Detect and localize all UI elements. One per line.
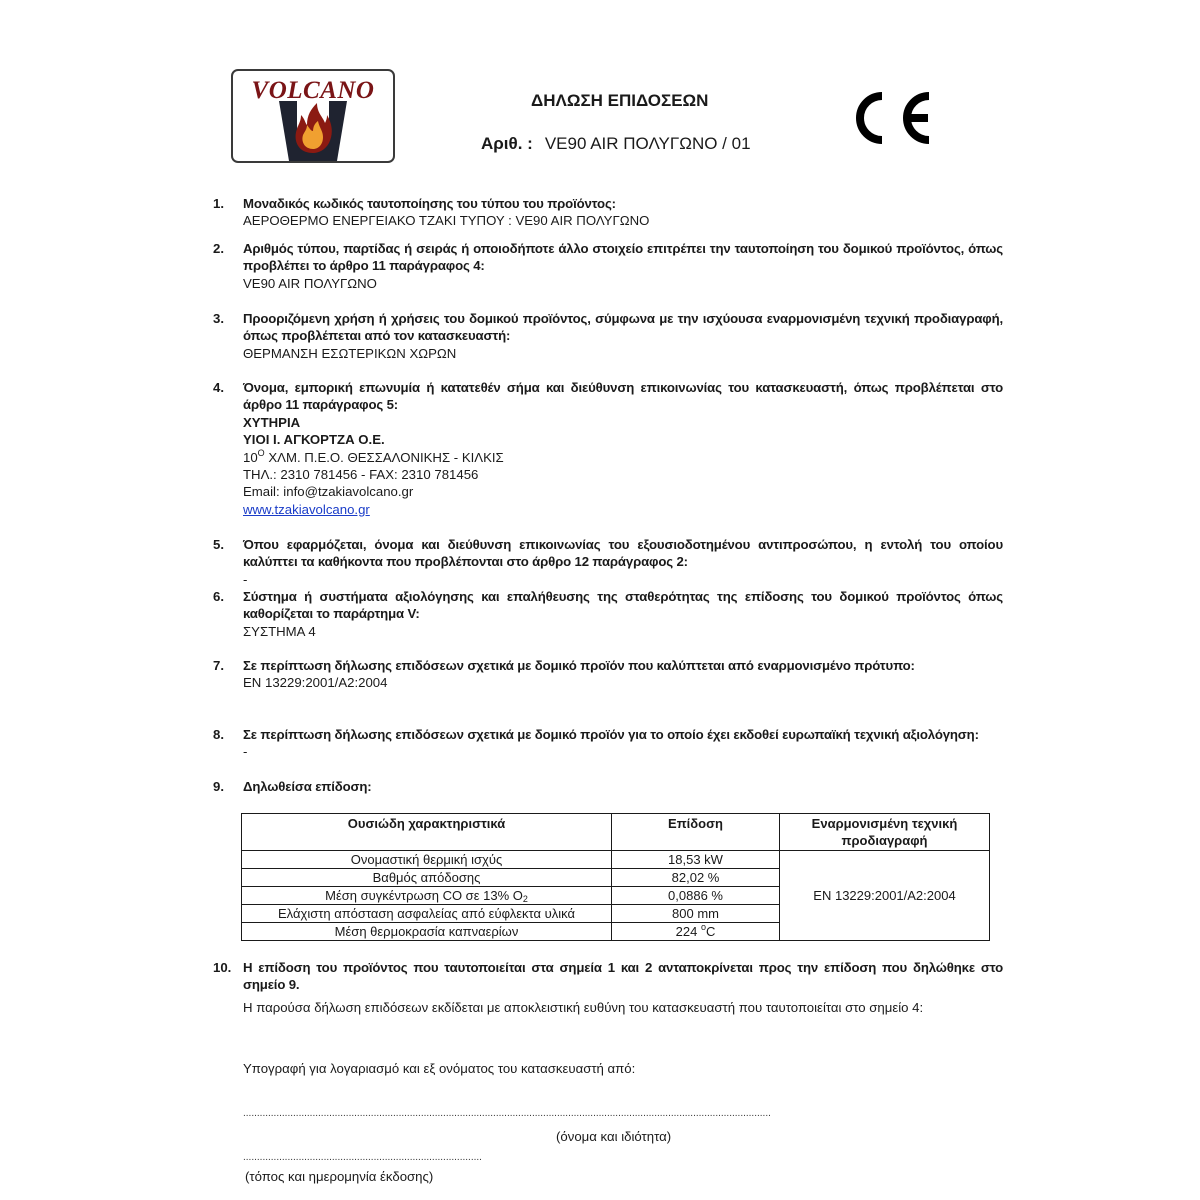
spec-cell: EN 13229:2001/A2:2004 xyxy=(780,851,990,941)
section-question: Δηλωθείσα επίδοση: xyxy=(243,779,372,794)
section-number: 10. xyxy=(213,960,232,975)
section-number: 2. xyxy=(213,241,224,256)
section-5 xyxy=(213,536,1003,588)
volcano-logo xyxy=(231,69,395,163)
characteristic-text: Μέση συγκέντρωση CO σε 13% O xyxy=(325,887,523,903)
address-ordinal: Ο xyxy=(257,447,265,458)
section-3 xyxy=(213,310,1003,362)
characteristic-cell: Μέση θερμοκρασία καπναερίων xyxy=(242,923,612,941)
european-technical-assessment: - xyxy=(243,744,248,760)
signature-place-line[interactable]: ...................................................................................... xyxy=(243,1152,482,1163)
characteristic-cell xyxy=(242,887,612,905)
section-question: Σύστημα ή συστήματα αξιολόγησης και επαλήθευσης της σταθερότητας της επίδοσης του δομικού προϊόντος όπως καθορίζεται το παράρτημα V: xyxy=(243,589,1003,622)
flame-emblem-icon xyxy=(277,101,349,161)
section-number: 8. xyxy=(213,727,224,742)
section-number: 6. xyxy=(213,589,224,604)
product-type-code: ΑΕΡΟΘΕΡΜΟ ΕΝΕΡΓΕΙΑΚΟ ΤΖΑΚΙ ΤΥΠΟΥ : VE90 AIR ΠΟΛΥΓΩΝΟ xyxy=(243,213,650,229)
temperature-value: 224 xyxy=(675,923,701,939)
ce-mark-icon xyxy=(852,92,932,144)
section-number: 4. xyxy=(213,380,224,395)
responsibility-statement: Η παρούσα δήλωση επιδόσεων εκδίδεται με αποκλειστική ευθύνη του κατασκευαστή που ταυτοποιείται στο σημείο 4: xyxy=(243,999,924,1015)
declaration-number xyxy=(481,134,751,154)
characteristic-cell: Ελάχιστη απόσταση ασφαλείας από εύφλεκτα υλικά xyxy=(242,905,612,923)
signature-label: Υπογραφή για λογαριασμό και εξ ονόματος του κατασκευαστή από: xyxy=(243,1061,636,1076)
section-question: Όπου εφαρμόζεται, όνομα και διεύθυνση επικοινωνίας του εξουσιοδοτημένου αντιπροσώπου, η εντολή του οποίου καλύπτει τα καθήκοντα που προβλέπονται στο άρθρο 12 παράγραφος 2: xyxy=(243,537,1003,570)
section-4 xyxy=(213,379,1003,518)
section-question: Αριθμός τύπου, παρτίδας ή σειράς ή οποιοδήποτε άλλο στοιχείο επιτρέπει την ταυτοποίηση του δομικού προϊόντος, όπως προβλέπει το άρθρο 11 παράγραφος 4: xyxy=(243,241,1003,274)
subscript: 2 xyxy=(522,893,528,904)
company-address xyxy=(243,449,1003,466)
column-header-characteristics: Ουσιώδη χαρακτηριστικά xyxy=(242,814,612,851)
section-number: 7. xyxy=(213,658,224,673)
section-question: Σε περίπτωση δήλωσης επιδόσεων σχετικά με δομικό προϊόν για το οποίο έχει εκδοθεί ευρωπαϊκή τεχνική αξιολόγηση: xyxy=(243,727,979,742)
section-9 xyxy=(213,778,1003,795)
page-title: ΔΗΛΩΣΗ ΕΠΙΔΟΣΕΩΝ xyxy=(531,91,709,110)
declaration-number-label: Αριθ. : xyxy=(481,134,533,153)
performance-cell: 82,02 % xyxy=(612,869,780,887)
degree-sign: o xyxy=(700,921,706,932)
address-text: ΧΛΜ. Π.Ε.Ο. ΘΕΣΣΑΛΟΝΙΚΗΣ - ΚΙΛΚΙΣ xyxy=(264,449,504,465)
intended-use: ΘΕΡΜΑΝΣΗ ΕΣΩΤΕΡΙΚΩΝ ΧΩΡΩΝ xyxy=(243,345,457,361)
characteristic-cell: Βαθμός απόδοσης xyxy=(242,869,612,887)
company-line-2: ΥΙΟΙ Ι. ΑΓΚΟΡΤΖΑ Ο.Ε. xyxy=(243,432,385,448)
section-1 xyxy=(213,195,1003,230)
authorised-representative: - xyxy=(243,571,248,587)
company-email: Email: info@tzakiavolcano.gr xyxy=(243,484,414,500)
section-question: Σε περίπτωση δήλωσης επιδόσεων σχετικά με δομικό προϊόν που καλύπτεται από εναρμονισμένο πρότυπο: xyxy=(243,658,915,673)
table-header-row xyxy=(242,814,990,851)
declared-performance-table xyxy=(241,813,990,941)
product-type-number: VE90 AIR ΠΟΛΥΓΩΝΟ xyxy=(243,275,377,291)
section-question: Η επίδοση του προϊόντος που ταυτοποιείται στα σημεία 1 και 2 ανταποκρίνεται προς την επίδοση που δηλώθηκε στο σημείο 9. xyxy=(243,960,1003,993)
company-phone: ΤΗΛ.: 2310 781456 - FAX: 2310 781456 xyxy=(243,467,479,483)
signature-place-caption: (τόπος και ημερομηνία έκδοσης) xyxy=(245,1169,434,1184)
address-km: 10 xyxy=(243,449,258,465)
signature-name-line[interactable]: .............................................................................................................................................................................................. xyxy=(243,1108,771,1119)
section-number: 3. xyxy=(213,311,224,326)
signature-name-caption: (όνομα και ιδιότητα) xyxy=(556,1129,672,1144)
section-number: 1. xyxy=(213,196,224,211)
performance-cell xyxy=(612,923,780,941)
company-line-1: ΧΥΤΗΡΙΑ xyxy=(243,414,301,430)
characteristic-cell: Ονομαστική θερμική ισχύς xyxy=(242,851,612,869)
section-question: Μοναδικός κωδικός ταυτοποίησης του τύπου του προϊόντος: xyxy=(243,196,616,211)
performance-cell: 18,53 kW xyxy=(612,851,780,869)
column-header-spec: Εναρμονισμένη τεχνική προδιαγραφή xyxy=(780,814,990,851)
section-2 xyxy=(213,240,1003,292)
assessment-system: ΣΥΣΤΗΜΑ 4 xyxy=(243,623,316,639)
harmonised-standard: EN 13229:2001/A2:2004 xyxy=(243,675,388,691)
table-row xyxy=(242,851,990,869)
temperature-unit: C xyxy=(705,923,716,939)
section-8 xyxy=(213,726,1003,761)
column-header-performance: Επίδοση xyxy=(612,814,780,851)
declaration-number-value: VE90 AIR ΠΟΛΥΓΩΝΟ / 01 xyxy=(544,134,751,153)
section-6 xyxy=(213,588,1003,640)
section-question: Προοριζόμενη χρήση ή χρήσεις του δομικού προϊόντος, σύμφωνα με την ισχύουσα εναρμονισμένη τεχνική προδιαγραφή, όπως προβλέπεται από τον κατασκευαστή: xyxy=(243,311,1003,344)
section-number: 9. xyxy=(213,779,224,794)
performance-cell: 800 mm xyxy=(612,905,780,923)
logo-text: VOLCANO xyxy=(251,77,375,104)
website-link[interactable]: www.tzakiavolcano.gr xyxy=(243,501,370,517)
performance-cell: 0,0886 % xyxy=(612,887,780,905)
section-number: 5. xyxy=(213,537,224,552)
section-question: Όνομα, εμπορική επωνυμία ή κατατεθέν σήμα και διεύθυνση επικοινωνίας του κατασκευαστή, όπως προβλέπεται στο άρθρο 11 παράγραφος 5: xyxy=(243,380,1003,413)
section-10 xyxy=(213,959,1003,1016)
section-7 xyxy=(213,657,1003,692)
